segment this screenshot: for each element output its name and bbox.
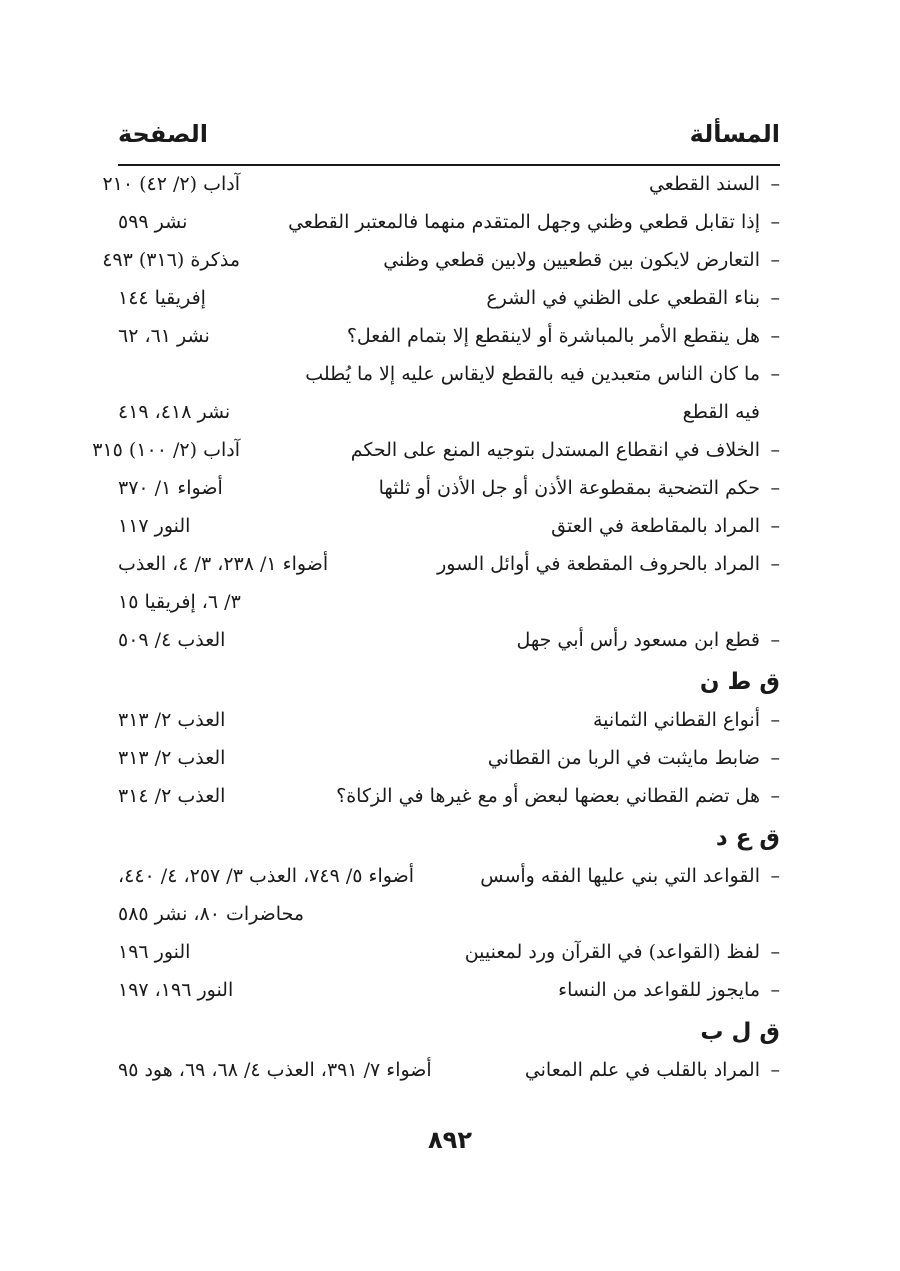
entry-page-ref: النور ١١٧ [118,515,191,537]
index-entry [118,702,780,738]
entry-dash: – [770,747,780,769]
entry-dash: – [770,173,780,195]
entry-page-ref: أضواء ١/ ٣٧٠ [118,477,223,499]
entry-page-ref: أضواء ١/ ٢٣٨، ٣/ ٤، العذب [118,553,329,575]
index-entry-continuation [118,584,780,620]
entry-dash: – [770,553,780,575]
entry-dash: – [770,865,780,887]
entry-dash: – [770,515,780,537]
entry-page-ref: ٣/ ٦، إفريقيا ١٥ [118,591,241,613]
issue-column-header: المسألة [689,120,780,148]
entry-dash: – [770,325,780,347]
entry-dash: – [770,785,780,807]
entry-issue: هل ينقطع الأمر بالمباشرة أو لاينقطع إلا بتمام الفعل؟ [346,325,760,347]
entry-page-ref: إفريقيا ١٤٤ [118,287,206,309]
entry-issue: المراد بالحروف المقطعة في أوائل السور [437,553,760,575]
index-entry [118,934,780,970]
entry-issue: ما كان الناس متعبدين فيه بالقطع لايقاس عليه إلا ما يُطلب [305,363,760,385]
entry-page-ref: العذب ٢/ ٣١٤ [118,785,226,807]
entry-issue: المراد بالقلب في علم المعاني [524,1059,760,1081]
entry-dash: – [770,287,780,309]
entry-dash: – [770,709,780,731]
index-entry [118,622,780,658]
entry-issue: مايجوز للقواعد من النساء [558,979,760,1001]
entry-page-ref: النور ١٩٦ [118,941,191,963]
index-entry [118,778,780,814]
entry-page-ref: نشر ٤١٨، ٤١٩ [118,401,231,423]
entry-issue: فيه القطع [682,401,760,423]
entry-issue: هل تضم القطاني بعضها لبعض أو مع غيرها في الزكاة؟ [336,785,760,807]
index-entry [118,1052,780,1088]
entry-dash: – [770,941,780,963]
page-number: ٨٩٢ [428,1126,472,1154]
entry-issue: إذا تقابل قطعي وظني وجهل المتقدم منهما فالمعتبر القطعي [288,211,760,233]
entry-dash: – [770,477,780,499]
index-entry [118,318,780,354]
entry-page-ref: مذكرة (٣١٦) ٤٩٣ [102,249,240,271]
entry-page-ref: العذب ٢/ ٣١٣ [118,747,226,769]
entry-issue: أنواع القطاني الثمانية [592,709,760,731]
root-section-heading: ق ل ب [700,1019,780,1045]
column-headers [118,120,780,148]
index-entry [118,280,780,316]
index-entry [118,546,780,582]
entry-issue: الخلاف في انقطاع المستدل بتوجيه المنع على الحكم [350,439,760,461]
entry-issue: القواعد التي بني عليها الفقه وأسس [480,865,760,887]
entry-dash: – [770,249,780,271]
entry-issue: ضابط مايثبت في الربا من القطاني [487,747,760,769]
entry-page-ref: العذب ٤/ ٥٠٩ [118,629,226,651]
entry-issue: المراد بالمقاطعة في العتق [551,515,760,537]
entry-page-ref: نشر ٥٩٩ [118,211,188,233]
entry-dash: – [770,211,780,233]
entry-page-ref: أضواء ٥/ ٧٤٩، العذب ٣/ ٢٥٧، ٤/ ٤٤٠، [118,865,414,887]
entry-dash: – [770,1059,780,1081]
entry-dash: – [770,363,780,385]
root-section-heading: ق ع د [715,825,780,851]
entry-issue: التعارض لايكون بين قطعيين ولابين قطعي وظني [383,249,760,271]
entry-dash: – [770,439,780,461]
index-entry [102,242,780,278]
entry-issue: حكم التضحية بمقطوعة الأذن أو جل الأذن أو ثلثها [378,477,760,499]
index-entry [118,204,780,240]
entry-page-ref: آداب (٢/ ٤٢) ٢١٠ [102,173,240,195]
page-column-header: الصفحة [118,120,209,148]
entry-page-ref: أضواء ٧/ ٣٩١، العذب ٤/ ٦٨، ٦٩، هود ٩٥ [118,1059,432,1081]
entry-page-ref: النور ١٩٦، ١٩٧ [118,979,234,1001]
entry-issue: قطع ابن مسعود رأس أبي جهل [516,629,760,651]
entry-dash: – [770,979,780,1001]
entry-issue: السند القطعي [648,173,760,195]
index-entry [118,972,780,1008]
index-entry [118,508,780,544]
root-section-heading: ق ط ن [699,669,780,695]
index-entry-continuation [118,896,780,932]
index-entry [102,166,780,202]
entry-page-ref: آداب (٢/ ١٠٠) ٣١٥ [92,439,240,461]
index-entry [118,740,780,776]
entry-page-ref: محاضرات ٨٠، نشر ٥٨٥ [118,903,305,925]
entry-page-ref: العذب ٢/ ٣١٣ [118,709,226,731]
index-entry [118,858,780,894]
entry-dash: – [770,629,780,651]
index-entry [118,470,780,506]
entry-page-ref: نشر ٦١، ٦٢ [118,325,210,347]
index-entry [92,432,780,468]
index-entry [118,356,780,392]
entry-issue: لفظ (القواعد) في القرآن ورد لمعنيين [464,941,760,963]
index-entry-continuation [118,394,780,430]
entry-issue: بناء القطعي على الظني في الشرع [486,287,760,309]
